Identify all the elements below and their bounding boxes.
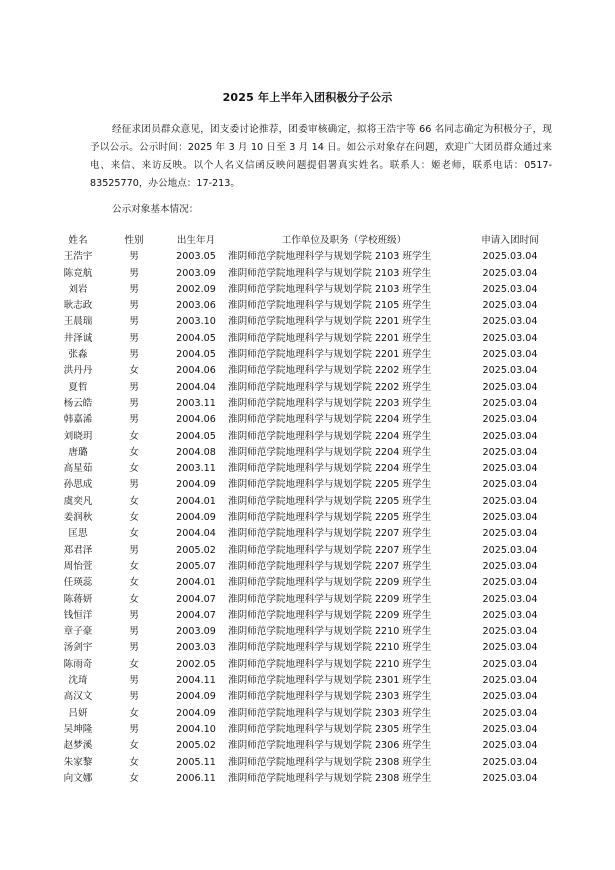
cell-unit: 淮阴师范学院地理科学与规划学院 2308 班学生 bbox=[228, 756, 432, 768]
cell-birth: 2003.06 bbox=[176, 300, 216, 312]
table-row bbox=[52, 640, 560, 656]
cell-birth: 2003.10 bbox=[176, 316, 216, 328]
cell-unit: 淮阴师范学院地理科学与规划学院 2202 班学生 bbox=[228, 381, 432, 393]
cell-name: 耿志政 bbox=[63, 300, 93, 312]
cell-name: 章子豪 bbox=[63, 626, 93, 638]
cell-birth: 2004.09 bbox=[176, 512, 216, 524]
cell-gender: 男 bbox=[129, 332, 139, 344]
cell-unit: 淮阴师范学院地理科学与规划学院 2210 班学生 bbox=[228, 626, 432, 638]
cell-apply-date: 2025.03.04 bbox=[482, 479, 538, 491]
header-unit: 工作单位及职务（学校班级） bbox=[281, 235, 407, 246]
cell-gender: 女 bbox=[129, 365, 139, 377]
cell-birth: 2005.02 bbox=[176, 740, 216, 752]
cell-birth: 2004.07 bbox=[176, 609, 216, 621]
cell-unit: 淮阴师范学院地理科学与规划学院 2204 班学生 bbox=[228, 414, 432, 426]
table-row bbox=[52, 347, 560, 363]
cell-name: 唐璐 bbox=[68, 446, 88, 458]
cell-birth: 2005.07 bbox=[176, 560, 216, 572]
cell-name: 洪丹丹 bbox=[63, 365, 93, 377]
table-row bbox=[52, 755, 560, 771]
cell-birth: 2004.09 bbox=[176, 691, 216, 703]
table-row bbox=[52, 510, 560, 526]
header-birth: 出生年月 bbox=[176, 235, 216, 246]
cell-apply-date: 2025.03.04 bbox=[482, 365, 538, 377]
cell-unit: 淮阴师范学院地理科学与规划学院 2203 班学生 bbox=[228, 397, 432, 409]
cell-birth: 2004.09 bbox=[176, 479, 216, 491]
cell-name: 陈蒋妍 bbox=[63, 593, 93, 605]
cell-gender: 男 bbox=[129, 723, 139, 735]
table-row bbox=[52, 657, 560, 673]
cell-name: 夏哲 bbox=[68, 381, 88, 393]
cell-name: 井泽诚 bbox=[63, 332, 93, 344]
cell-gender: 男 bbox=[129, 479, 139, 491]
cell-gender: 男 bbox=[129, 267, 139, 279]
cell-apply-date: 2025.03.04 bbox=[482, 495, 538, 507]
cell-birth: 2004.06 bbox=[176, 414, 216, 426]
cell-gender: 女 bbox=[129, 756, 139, 768]
cell-name: 钱恒洋 bbox=[63, 609, 93, 621]
cell-name: 孙思成 bbox=[63, 479, 93, 491]
cell-birth: 2004.10 bbox=[176, 723, 216, 735]
cell-birth: 2003.09 bbox=[176, 626, 216, 638]
cell-unit: 淮阴师范学院地理科学与规划学院 2105 班学生 bbox=[228, 300, 432, 312]
table-row bbox=[52, 608, 560, 624]
table-row bbox=[52, 412, 560, 428]
table-row bbox=[52, 363, 560, 379]
cell-birth: 2004.06 bbox=[176, 365, 216, 377]
cell-birth: 2005.11 bbox=[176, 756, 216, 768]
table-row bbox=[52, 738, 560, 754]
table-row bbox=[52, 331, 560, 347]
cell-gender: 男 bbox=[129, 626, 139, 638]
cell-gender: 男 bbox=[129, 414, 139, 426]
table-row bbox=[52, 445, 560, 461]
cell-name: 匡思 bbox=[68, 528, 88, 540]
cell-birth: 2004.09 bbox=[176, 707, 216, 719]
cell-unit: 淮阴师范学院地理科学与规划学院 2205 班学生 bbox=[228, 479, 432, 491]
cell-apply-date: 2025.03.04 bbox=[482, 723, 538, 735]
table-row bbox=[52, 477, 560, 493]
cell-gender: 男 bbox=[129, 381, 139, 393]
announcement-paragraph: 经征求团员群众意见，团支委讨论推荐，团委审核确定，拟将王浩宇等 66 名同志确定为积极分子，现予以公示。公示时间：2025 年 3 月 10 日至 3 月 14 日。如公示对象存在问题，欢迎广大团员群众通过来电、来信、来访反映。以个人名义信函反映问题提倡署真实姓名。联系人：姬老师，联系电话：0517-83525770，办公地点：17-213。 bbox=[90, 124, 552, 189]
header-gender: 性别 bbox=[124, 235, 144, 246]
cell-gender: 男 bbox=[129, 609, 139, 621]
cell-name: 沈琦 bbox=[68, 675, 88, 687]
cell-name: 任瑛蕊 bbox=[63, 577, 93, 589]
cell-unit: 淮阴师范学院地理科学与规划学院 2209 班学生 bbox=[228, 577, 432, 589]
cell-name: 高汉文 bbox=[63, 691, 93, 703]
cell-apply-date: 2025.03.04 bbox=[482, 756, 538, 768]
table-row bbox=[52, 673, 560, 689]
cell-apply-date: 2025.03.04 bbox=[482, 512, 538, 524]
cell-name: 刘晓玥 bbox=[63, 430, 93, 442]
cell-unit: 淮阴师范学院地理科学与规划学院 2210 班学生 bbox=[228, 658, 432, 670]
table-row bbox=[52, 266, 560, 282]
table-row bbox=[52, 298, 560, 314]
cell-name: 朱家黎 bbox=[63, 756, 93, 768]
cell-apply-date: 2025.03.04 bbox=[482, 626, 538, 638]
cell-apply-date: 2025.03.04 bbox=[482, 691, 538, 703]
cell-gender: 女 bbox=[129, 658, 139, 670]
cell-gender: 女 bbox=[129, 577, 139, 589]
cell-unit: 淮阴师范学院地理科学与规划学院 2201 班学生 bbox=[228, 316, 432, 328]
cell-birth: 2004.01 bbox=[176, 495, 216, 507]
cell-name: 张淼 bbox=[68, 349, 88, 361]
cell-unit: 淮阴师范学院地理科学与规划学院 2201 班学生 bbox=[228, 349, 432, 361]
cell-gender: 男 bbox=[129, 675, 139, 687]
cell-birth: 2004.05 bbox=[176, 349, 216, 361]
cell-birth: 2004.08 bbox=[176, 446, 216, 458]
cell-birth: 2002.09 bbox=[176, 283, 216, 295]
cell-unit: 淮阴师范学院地理科学与规划学院 2204 班学生 bbox=[228, 463, 432, 475]
header-name: 姓名 bbox=[68, 235, 88, 246]
cell-apply-date: 2025.03.04 bbox=[482, 463, 538, 475]
cell-apply-date: 2025.03.04 bbox=[482, 560, 538, 572]
cell-unit: 淮阴师范学院地理科学与规划学院 2103 班学生 bbox=[228, 251, 432, 263]
cell-gender: 女 bbox=[129, 528, 139, 540]
section-subheading: 公示对象基本情况： bbox=[112, 204, 199, 215]
cell-birth: 2003.05 bbox=[176, 251, 216, 263]
cell-birth: 2004.01 bbox=[176, 577, 216, 589]
cell-gender: 男 bbox=[129, 544, 139, 556]
cell-unit: 淮阴师范学院地理科学与规划学院 2207 班学生 bbox=[228, 544, 432, 556]
cell-name: 虞奕凡 bbox=[63, 495, 93, 507]
cell-apply-date: 2025.03.04 bbox=[482, 642, 538, 654]
cell-name: 王浩宇 bbox=[63, 251, 93, 263]
cell-unit: 淮阴师范学院地理科学与规划学院 2103 班学生 bbox=[228, 267, 432, 279]
cell-name: 韩嘉浠 bbox=[63, 414, 93, 426]
cell-birth: 2002.05 bbox=[176, 658, 216, 670]
cell-name: 吴坤隆 bbox=[63, 723, 93, 735]
cell-gender: 男 bbox=[129, 300, 139, 312]
cell-gender: 男 bbox=[129, 691, 139, 703]
cell-birth: 2004.11 bbox=[176, 675, 216, 687]
table-row bbox=[52, 722, 560, 738]
table-row bbox=[52, 543, 560, 559]
cell-name: 陈竞航 bbox=[63, 267, 93, 279]
cell-apply-date: 2025.03.04 bbox=[482, 251, 538, 263]
cell-unit: 淮阴师范学院地理科学与规划学院 2209 班学生 bbox=[228, 593, 432, 605]
cell-apply-date: 2025.03.04 bbox=[482, 675, 538, 687]
table-row bbox=[52, 314, 560, 330]
cell-gender: 女 bbox=[129, 446, 139, 458]
cell-unit: 淮阴师范学院地理科学与规划学院 2205 班学生 bbox=[228, 512, 432, 524]
cell-apply-date: 2025.03.04 bbox=[482, 707, 538, 719]
table-row bbox=[52, 624, 560, 640]
cell-name: 陈雨奇 bbox=[63, 658, 93, 670]
cell-unit: 淮阴师范学院地理科学与规划学院 2205 班学生 bbox=[228, 495, 432, 507]
cell-name: 周怡萱 bbox=[63, 560, 93, 572]
cell-apply-date: 2025.03.04 bbox=[482, 446, 538, 458]
cell-birth: 2003.11 bbox=[176, 463, 216, 475]
table-row bbox=[52, 380, 560, 396]
table-row bbox=[52, 771, 560, 787]
cell-gender: 女 bbox=[129, 740, 139, 752]
cell-name: 吕妍 bbox=[68, 707, 88, 719]
table-row bbox=[52, 249, 560, 265]
cell-unit: 淮阴师范学院地理科学与规划学院 2103 班学生 bbox=[228, 283, 432, 295]
cell-gender: 男 bbox=[129, 251, 139, 263]
table-row bbox=[52, 559, 560, 575]
header-apply-date: 申请入团时间 bbox=[481, 235, 539, 246]
cell-unit: 淮阴师范学院地理科学与规划学院 2209 班学生 bbox=[228, 609, 432, 621]
cell-name: 向文娜 bbox=[63, 772, 93, 784]
cell-apply-date: 2025.03.04 bbox=[482, 267, 538, 279]
cell-gender: 男 bbox=[129, 397, 139, 409]
cell-apply-date: 2025.03.04 bbox=[482, 609, 538, 621]
cell-unit: 淮阴师范学院地理科学与规划学院 2207 班学生 bbox=[228, 528, 432, 540]
cell-birth: 2004.04 bbox=[176, 528, 216, 540]
cell-gender: 男 bbox=[129, 283, 139, 295]
table-body bbox=[52, 249, 560, 787]
cell-birth: 2004.05 bbox=[176, 332, 216, 344]
table-row bbox=[52, 526, 560, 542]
page-title: 2025 年上半年入团积极分子公示 bbox=[222, 91, 393, 104]
cell-apply-date: 2025.03.04 bbox=[482, 772, 538, 784]
cell-birth: 2006.11 bbox=[176, 772, 216, 784]
cell-unit: 淮阴师范学院地理科学与规划学院 2204 班学生 bbox=[228, 430, 432, 442]
table-row bbox=[52, 494, 560, 510]
table-row bbox=[52, 575, 560, 591]
table-row bbox=[52, 282, 560, 298]
cell-apply-date: 2025.03.04 bbox=[482, 381, 538, 393]
cell-unit: 淮阴师范学院地理科学与规划学院 2201 班学生 bbox=[228, 332, 432, 344]
cell-apply-date: 2025.03.04 bbox=[482, 740, 538, 752]
cell-gender: 女 bbox=[129, 593, 139, 605]
table-row bbox=[52, 396, 560, 412]
cell-name: 刘岩 bbox=[68, 283, 88, 295]
cell-gender: 女 bbox=[129, 495, 139, 507]
cell-birth: 2005.02 bbox=[176, 544, 216, 556]
cell-gender: 女 bbox=[129, 707, 139, 719]
cell-birth: 2004.04 bbox=[176, 381, 216, 393]
cell-apply-date: 2025.03.04 bbox=[482, 397, 538, 409]
cell-birth: 2003.09 bbox=[176, 267, 216, 279]
cell-apply-date: 2025.03.04 bbox=[482, 414, 538, 426]
cell-unit: 淮阴师范学院地理科学与规划学院 2210 班学生 bbox=[228, 642, 432, 654]
cell-name: 姜润秋 bbox=[63, 512, 93, 524]
table-row bbox=[52, 706, 560, 722]
cell-apply-date: 2025.03.04 bbox=[482, 316, 538, 328]
cell-gender: 男 bbox=[129, 642, 139, 654]
cell-name: 郑君泽 bbox=[63, 544, 93, 556]
cell-apply-date: 2025.03.04 bbox=[482, 528, 538, 540]
table-row bbox=[52, 689, 560, 705]
cell-apply-date: 2025.03.04 bbox=[482, 577, 538, 589]
cell-unit: 淮阴师范学院地理科学与规划学院 2306 班学生 bbox=[228, 740, 432, 752]
cell-gender: 女 bbox=[129, 512, 139, 524]
roster-table bbox=[52, 233, 560, 787]
cell-unit: 淮阴师范学院地理科学与规划学院 2303 班学生 bbox=[228, 691, 432, 703]
table-row bbox=[52, 592, 560, 608]
cell-apply-date: 2025.03.04 bbox=[482, 430, 538, 442]
cell-unit: 淮阴师范学院地理科学与规划学院 2303 班学生 bbox=[228, 707, 432, 719]
table-header-row bbox=[52, 233, 560, 249]
table-row bbox=[52, 429, 560, 445]
cell-birth: 2004.05 bbox=[176, 430, 216, 442]
cell-name: 王晨瑞 bbox=[63, 316, 93, 328]
cell-apply-date: 2025.03.04 bbox=[482, 300, 538, 312]
cell-name: 赵梦溪 bbox=[63, 740, 93, 752]
cell-unit: 淮阴师范学院地理科学与规划学院 2207 班学生 bbox=[228, 560, 432, 572]
cell-gender: 女 bbox=[129, 772, 139, 784]
cell-gender: 女 bbox=[129, 463, 139, 475]
cell-gender: 女 bbox=[129, 560, 139, 572]
cell-unit: 淮阴师范学院地理科学与规划学院 2301 班学生 bbox=[228, 675, 432, 687]
cell-unit: 淮阴师范学院地理科学与规划学院 2305 班学生 bbox=[228, 723, 432, 735]
cell-birth: 2003.11 bbox=[176, 397, 216, 409]
cell-apply-date: 2025.03.04 bbox=[482, 283, 538, 295]
cell-gender: 男 bbox=[129, 349, 139, 361]
table-row bbox=[52, 461, 560, 477]
cell-name: 高星茹 bbox=[63, 463, 93, 475]
cell-gender: 女 bbox=[129, 430, 139, 442]
cell-name: 杨云皓 bbox=[63, 397, 93, 409]
cell-gender: 男 bbox=[129, 316, 139, 328]
cell-unit: 淮阴师范学院地理科学与规划学院 2204 班学生 bbox=[228, 446, 432, 458]
cell-unit: 淮阴师范学院地理科学与规划学院 2202 班学生 bbox=[228, 365, 432, 377]
cell-apply-date: 2025.03.04 bbox=[482, 349, 538, 361]
cell-unit: 淮阴师范学院地理科学与规划学院 2308 班学生 bbox=[228, 772, 432, 784]
cell-apply-date: 2025.03.04 bbox=[482, 332, 538, 344]
cell-birth: 2004.07 bbox=[176, 593, 216, 605]
cell-apply-date: 2025.03.04 bbox=[482, 593, 538, 605]
cell-apply-date: 2025.03.04 bbox=[482, 658, 538, 670]
cell-apply-date: 2025.03.04 bbox=[482, 544, 538, 556]
cell-name: 汤剑宇 bbox=[63, 642, 93, 654]
cell-birth: 2003.03 bbox=[176, 642, 216, 654]
